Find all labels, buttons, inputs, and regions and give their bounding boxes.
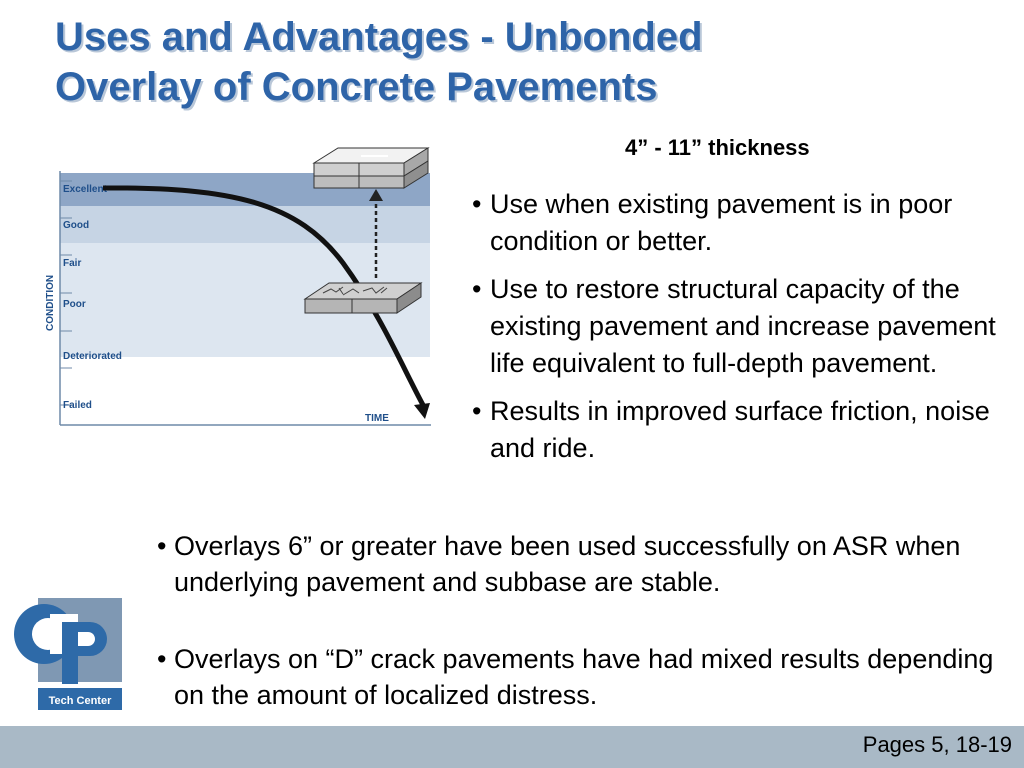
bullet-dot: • [472,274,482,304]
thickness-label: 4” - 11” thickness [625,135,810,160]
level-excellent: Excellent [63,184,107,195]
curve-arrowhead [414,403,430,419]
cp-logo-icon [10,598,122,710]
bullet-text: Use when existing pavement is in poor condition or better. [490,189,953,256]
bullet-dot: • [157,531,167,561]
bullet-item [472,186,1012,260]
bullet-text: Use to restore structural capacity of the existing pavement and increase pavement life equivalent to full-depth pavement. [490,274,996,378]
level-poor: Poor [63,299,86,310]
distressed-slab [305,283,421,313]
bullet-item [157,641,997,713]
bullet-text: Results in improved surface friction, noise and ride. [490,396,990,463]
footer-page-reference: Pages 5, 18-19 [862,732,1012,757]
bullet-item [157,528,997,600]
slide-title-line-1: Uses and Advantages - Unbonded [55,15,703,59]
x-axis-label: TIME [365,413,389,424]
level-failed: Failed [63,400,92,411]
logo-text: Tech Center [48,695,112,707]
band-good [60,206,430,243]
bullet-item [472,393,1012,467]
bullet-dot: • [157,644,167,674]
bullet-text: Overlays 6” or greater have been used successfully on ASR when underlying pavement and subbase are stable. [174,531,961,597]
bullet-dot: • [472,396,482,426]
slide-title-line-2: Overlay of Concrete Pavements [55,65,658,109]
bullet-dot: • [472,189,482,219]
level-good: Good [63,220,90,231]
level-deteriorated: Deteriorated [63,351,122,362]
slide-title [55,12,955,112]
footer-bar [0,726,1024,768]
bullet-item [472,271,1012,382]
new-overlay-slab [314,148,428,188]
cp-tech-center-logo [10,598,122,710]
bottom-bullet-list [157,528,997,713]
condition-diagram-svg [43,143,435,433]
right-bullet-list [472,186,1012,478]
y-axis-label: CONDITION [45,274,56,331]
condition-time-diagram [43,143,435,433]
bullet-text: Overlays on “D” crack pavements have had mixed results depending on the amount of localized distress. [174,644,994,710]
level-fair: Fair [63,258,82,269]
